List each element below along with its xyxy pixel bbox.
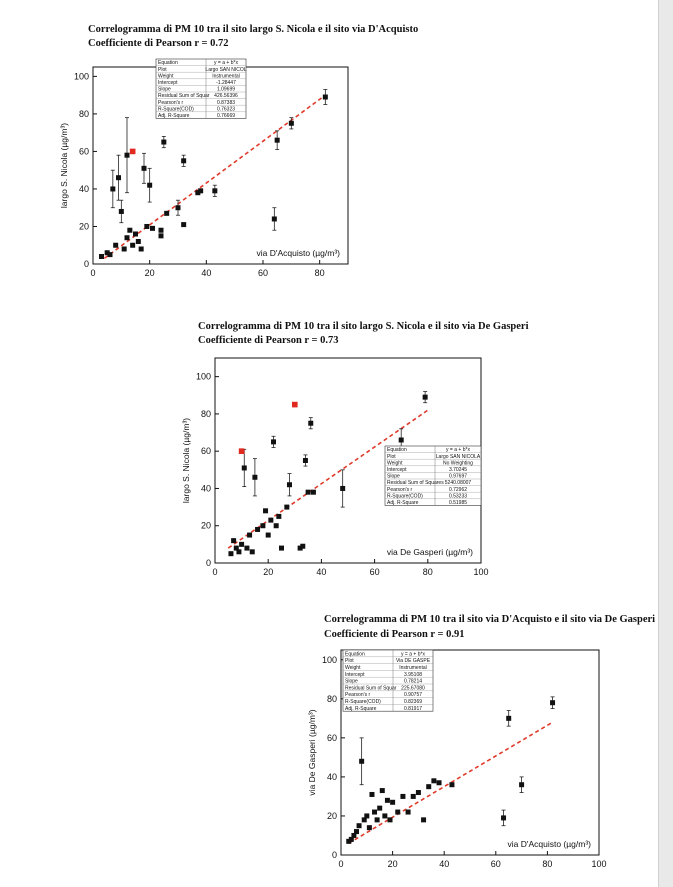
chart-3-y-axis-label: via De Gasperi (µg/m³) [307, 709, 317, 796]
chart-3-y-tick-label: 20 [326, 810, 337, 821]
chart-1-y-tick-label: 80 [78, 108, 89, 119]
chart-2-y-tick-label: 40 [200, 483, 211, 494]
chart-3-y-tick-label: 0 [331, 850, 337, 860]
chart-1-fit-table-key: Plot [158, 66, 167, 73]
chart-1-fit-table-key: Slope [158, 86, 171, 93]
chart-3-fit-table-key: Equation [345, 651, 365, 658]
chart-2-x-tick-label: 60 [369, 567, 380, 577]
chart-3-data-point [367, 825, 372, 830]
chart-1-fit-table-value: 0.76323 [216, 106, 236, 113]
chart-2-data-point [260, 523, 265, 528]
chart-2-x-tick-label: 100 [473, 567, 489, 577]
chart-1-y-tick-label: 60 [78, 146, 89, 157]
chart-1-x-tick-label: 40 [201, 268, 212, 278]
chart-3-x-tick-label: 20 [387, 859, 398, 869]
chart-2-fit-table-key: Adj. R-Square [387, 500, 419, 506]
chart-3-data-point [426, 784, 431, 789]
chart-1-y-tick-label: 20 [78, 221, 89, 232]
chart-1-data-point [125, 153, 130, 158]
chart-2-fit-table-key: Slope [387, 473, 400, 480]
chart-3-fit-table-key: Pearson's r [345, 692, 371, 699]
chart-3-data-point [390, 800, 395, 805]
chart-2-data-point [255, 527, 260, 532]
chart-2-fit-table-value: 5240.08007 [444, 480, 472, 487]
chart-2-fit-table-value: 0.53233 [448, 493, 468, 500]
chart-2-data-point [239, 542, 244, 547]
chart-1-fit-table-value: Instrumental [212, 73, 240, 80]
chart-3-x-tick-label: 0 [338, 859, 344, 869]
chart-2-fit-table-key: Equation [387, 447, 407, 454]
chart-1-x-tick-label: 80 [314, 268, 325, 278]
chart-1-y-tick-label: 100 [73, 71, 89, 82]
chart-1-data-point [130, 243, 135, 248]
chart-1-x-tick-label: 0 [90, 268, 96, 278]
chart-1-data-point [122, 246, 127, 251]
chart-2-data-point [236, 549, 241, 554]
chart-2-fit-table-key: Pearson's r [387, 486, 413, 493]
chart-1-data-point [212, 188, 217, 193]
chart-1-highlight-point [130, 149, 136, 155]
chart-1-data-point [159, 233, 164, 238]
chart-2-data-point [423, 395, 428, 400]
chart-3-data-point [400, 794, 405, 799]
chart-2-data-point [247, 533, 252, 538]
chart-3-data-point [364, 813, 369, 818]
chart-2-subtitle: Coefficiente di Pearson r = 0.73 [198, 335, 339, 346]
chart-2-data-point [228, 551, 233, 556]
chart-2-fit-table-key: R-Square(COD) [387, 493, 423, 500]
chart-3-data-point [411, 794, 416, 799]
chart-3-y-tick-label: 60 [326, 732, 337, 743]
chart-3-fit-table-value: 0.82369 [403, 699, 423, 705]
chart-2-data-point [311, 490, 316, 495]
chart-3-data-point [382, 813, 387, 818]
chart-2-data-point [268, 518, 273, 523]
chart-2-y-axis-label: largo S. Nicola (µg/m³) [181, 417, 191, 504]
chart-1-y-tick-label: 40 [78, 183, 89, 194]
chart-3-fit-table-key: Plot [345, 658, 354, 665]
chart-2-data-point [231, 538, 236, 543]
chart-2-data-point [263, 508, 268, 513]
chart-1-y-tick-label: 0 [83, 259, 89, 269]
chart-1-y-axis-label: largo S. Nicola (µg/m³) [59, 122, 69, 209]
chart-1-data-point [181, 222, 186, 227]
chart-3-data-point [406, 810, 411, 815]
chart-1-data-point [110, 186, 115, 191]
chart-2-data-point [399, 438, 404, 443]
chart-1-fit-table-key: Equation [158, 60, 178, 67]
chart-1-data-point [125, 235, 130, 240]
chart-2-y-tick-label: 60 [200, 446, 211, 457]
chart-2-y-tick-label: 0 [205, 558, 211, 568]
chart-2-data-point [242, 465, 247, 470]
chart-3-data-point [377, 806, 382, 811]
chart-2-data-point [250, 549, 255, 554]
chart-2-data-point [266, 533, 271, 538]
chart-3-data-point [501, 815, 506, 820]
chart-2-data-point [284, 505, 289, 510]
chart-3-x-tick-label: 40 [439, 859, 450, 869]
chart-3-x-tick-label: 60 [490, 859, 501, 869]
chart-2-fit-table-value: 0.51985 [448, 500, 468, 506]
chart-3-data-point [354, 829, 359, 834]
chart-1-data-point [272, 216, 277, 221]
chart-1-fit-table-value: 1.09699 [216, 86, 236, 93]
chart-3-data-point [380, 788, 385, 793]
chart-2-data-point [244, 546, 249, 551]
chart-1-data-point [323, 95, 328, 100]
chart-3-data-point [550, 700, 555, 705]
chart-1-x-tick-label: 60 [257, 268, 269, 278]
chart-3-data-point [416, 790, 421, 795]
chart-3-data-point [388, 817, 393, 822]
chart-2-fit-table-key: Weight [387, 460, 403, 467]
chart-3-data-point [375, 817, 380, 822]
chart-2-fit-table-key: Plot [387, 453, 396, 460]
chart-1-data-point [289, 121, 294, 126]
chart-2-fit-table-value: 3.70245 [448, 467, 468, 473]
chart-2-data-point [274, 523, 279, 528]
chart-2-x-tick-label: 80 [422, 567, 433, 577]
chart-3-data-point [421, 817, 426, 822]
chart-1-data-point [150, 226, 155, 231]
chart-1-data-point [176, 205, 181, 210]
chart-3-y-tick-label: 80 [326, 693, 337, 704]
page-edge [658, 0, 673, 887]
chart-1-data-point [133, 231, 138, 236]
chart-3-fit-table-value: 0.90757 [403, 692, 423, 699]
chart-2-data-point [340, 486, 345, 491]
chart-1-data-point [142, 166, 147, 171]
chart-3-fit-table-key: Adj. R-Square [345, 705, 377, 712]
chart-1-fit-table-key: R-Square(COD) [158, 106, 194, 113]
chart-2-data-point [303, 458, 308, 463]
chart-2-fit-table-value: No Weighting [443, 460, 473, 467]
chart-3-fit-table-value: 225.67080 [401, 685, 425, 692]
chart-3-y-tick-label: 40 [326, 771, 337, 782]
chart-3-fit-table-value: y = a + b*x [401, 651, 425, 658]
chart-3-data-point [395, 810, 400, 815]
chart-3-data-point [431, 778, 436, 783]
chart-2-y-tick-label: 20 [200, 520, 211, 531]
chart-2-y-tick-label: 100 [195, 371, 211, 382]
chart-2-fit-table-value: y = a + b*x [446, 447, 470, 454]
chart-2-data-point [306, 490, 311, 495]
chart-3-fit-table-key: Intercept [345, 671, 365, 678]
chart-2-fit-table-value: 0.72962 [448, 486, 468, 493]
chart-1-data-point [164, 211, 169, 216]
chart-3-x-axis-label: via D'Acquisto (µg/m³) [507, 839, 591, 849]
chart-1-data-point [113, 243, 118, 248]
chart-1-fit-table-value: y = a + b*x [214, 60, 238, 67]
chart-1-fit-table-key: Weight [158, 73, 174, 80]
chart-2-data-point [308, 421, 313, 426]
chart-1-fit-table-value: 0.87383 [216, 99, 236, 106]
chart-3-data-point [437, 780, 442, 785]
chart-1-fit-table-key: Residual Sum of Squar [158, 93, 210, 100]
chart-2-y-tick-label: 80 [200, 408, 211, 419]
chart-3-fit-table-value: 3.95108 [403, 671, 423, 678]
chart-3-svg [296, 642, 626, 882]
chart-3-subtitle: Coefficiente di Pearson r = 0.91 [324, 629, 465, 640]
chart-2-fit-table-key: Intercept [387, 467, 407, 473]
chart-3-data-point [449, 782, 454, 787]
chart-2-x-axis-label: via De Gasperi (µg/m³) [386, 547, 473, 557]
chart-3-fit-table-key: R-Square(COD) [345, 699, 381, 705]
chart-1-data-point [161, 140, 166, 145]
chart-2-x-tick-label: 0 [212, 567, 218, 577]
chart-1-data-point [99, 254, 104, 259]
chart-3-title: Correlogramma di PM 10 tra il sito via D'Acquisto e il sito via De Gasperi [324, 614, 656, 625]
chart-2-fit-table-value: 0.97697 [448, 473, 468, 480]
chart-3-data-point [359, 759, 364, 764]
chart-1-title: Correlogramma di PM 10 tra il sito largo S. Nicola e il sito via D'Acquisto [88, 24, 419, 35]
chart-1-data-point [147, 183, 152, 188]
chart-2-data-point [279, 546, 284, 551]
chart-1-fit-table-value: 0.76669 [216, 113, 236, 119]
chart-1-data-point [139, 246, 144, 251]
chart-2-data-point [252, 475, 257, 480]
chart-2-highlight-point [292, 402, 298, 408]
chart-2-data-point [276, 514, 281, 519]
chart-3-fit-table-value: Via DE GASPE [395, 658, 431, 665]
chart-3-y-tick-label: 100 [321, 654, 337, 665]
chart-1-data-point [119, 209, 124, 214]
chart-3-fit-table-key: Slope [345, 678, 358, 685]
chart-3-fit-table-value: 0.81917 [403, 705, 423, 712]
chart-1-fit-table-key: Adj. R-Square [158, 113, 190, 119]
chart-3-data-point [357, 823, 362, 828]
chart-2-highlight-point [239, 448, 245, 454]
chart-3-x-tick-label: 80 [542, 859, 553, 869]
chart-1-fit-table-value: -1.28447 [216, 80, 236, 86]
chart-1-x-tick-label: 20 [144, 268, 155, 278]
chart-1-data-point [198, 188, 203, 193]
chart-1-data-point [127, 228, 132, 233]
chart-1-data-point [108, 252, 113, 257]
chart-3-fit-table-value: 0.78214 [403, 678, 423, 685]
chart-3-data-point [506, 716, 511, 721]
chart-2-title: Correlogramma di PM 10 tra il sito largo S. Nicola e il sito via De Gasperi [198, 321, 529, 332]
chart-3-fit-table-key: Weight [345, 665, 361, 671]
chart-1-data-point [144, 224, 149, 229]
chart-1-fit-table-value: 426.56396 [214, 93, 238, 100]
chart-1-data-point [275, 138, 280, 143]
chart-2-fit-table-key: Residual Sum of Squares [387, 480, 444, 487]
chart-1-fit-table-key: Intercept [158, 80, 178, 86]
chart-1-fit-table-key: Pearson's r [158, 99, 184, 106]
chart-1-data-point [116, 175, 121, 180]
chart-2-svg [170, 350, 500, 590]
chart-2-x-tick-label: 40 [316, 567, 327, 577]
chart-3-data-point [369, 792, 374, 797]
chart-1-data-point [181, 158, 186, 163]
chart-1-fit-table-value: Largo SAN NICOL [205, 66, 247, 73]
chart-1-data-point [136, 239, 141, 244]
chart-2-x-tick-label: 20 [263, 567, 274, 577]
chart-3-fit-table-key: Residual Sum of Squar [345, 685, 397, 692]
chart-1-data-point [159, 228, 164, 233]
chart-3-x-tick-label: 100 [591, 859, 607, 869]
chart-2-fit-table-value: Largo SAN NICOLA [435, 453, 481, 460]
chart-2-data-point [300, 544, 305, 549]
chart-3-fit-table-value: Instrumental [399, 665, 427, 671]
chart-1-subtitle: Coefficiente di Pearson r = 0.72 [88, 38, 229, 49]
chart-1-x-axis-label: via D'Acquisto (µg/m³) [256, 248, 340, 258]
chart-2-data-point [271, 439, 276, 444]
chart-1-svg [48, 55, 358, 290]
chart-3-data-point [519, 782, 524, 787]
chart-3-data-point [372, 810, 377, 815]
chart-2-data-point [287, 482, 292, 487]
chart-3-data-point [385, 798, 390, 803]
